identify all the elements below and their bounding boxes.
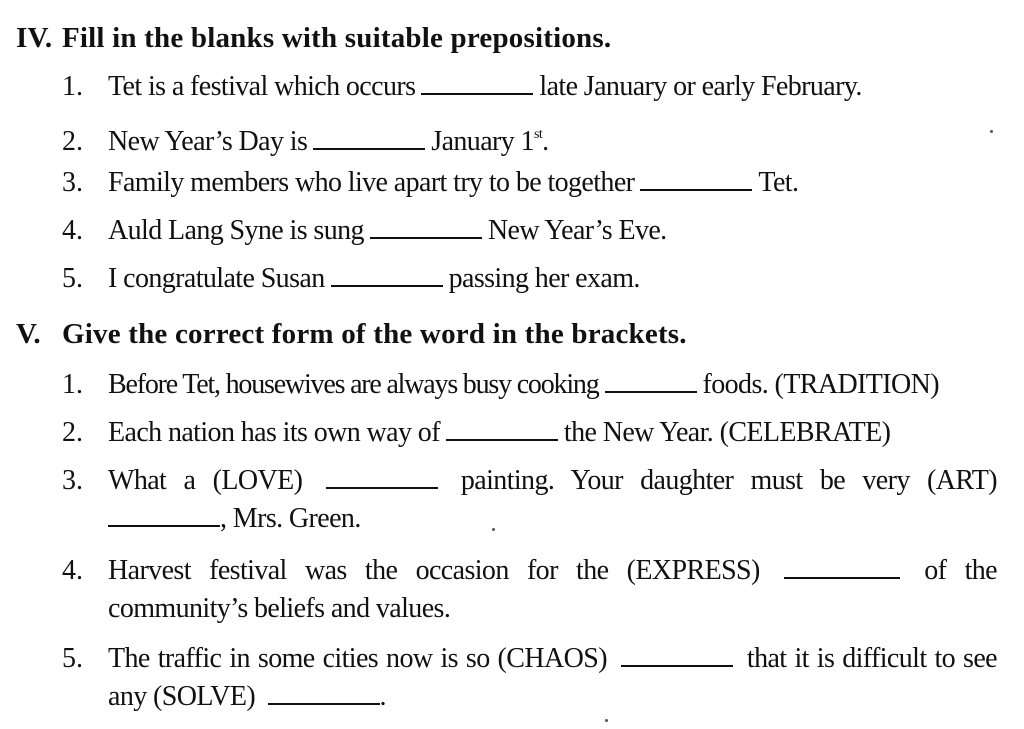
ordinal-suffix: st xyxy=(533,127,543,142)
item-text-after: , Mrs. Green. xyxy=(220,503,361,534)
scan-speck xyxy=(990,130,993,133)
answer-blank[interactable] xyxy=(446,417,558,441)
item-number: 3. xyxy=(62,167,83,198)
item-text-before: Before Tet, housewives are always busy cooking xyxy=(108,369,599,400)
answer-blank[interactable] xyxy=(640,167,752,191)
item-text-before: New Year’s Day is xyxy=(108,126,308,157)
scan-speck xyxy=(605,719,608,722)
item-number: 1. xyxy=(62,369,83,400)
item-text-after: late January or early February. xyxy=(539,71,862,102)
answer-blank[interactable] xyxy=(313,126,425,150)
answer-blank[interactable] xyxy=(331,263,443,287)
item-text-after: the New Year. (CELEBRATE) xyxy=(563,417,891,448)
item-text-before: Each nation has its own way of xyxy=(108,417,440,448)
item-text-before: Family members who live apart try to be together xyxy=(108,167,635,198)
item-text-after: . xyxy=(379,681,386,712)
item-text-after: foods. (TRADITION) xyxy=(702,369,939,400)
exercise-v-item-5 xyxy=(62,640,997,716)
item-text-after: January 1 xyxy=(431,126,534,157)
answer-blank[interactable] xyxy=(621,643,733,667)
item-number: 5. xyxy=(62,263,83,294)
item-number: 4. xyxy=(62,215,83,246)
item-number: 2. xyxy=(62,126,83,157)
section-v-title xyxy=(16,318,687,351)
item-text-middle: painting. Your daughter must be very (ART) xyxy=(460,465,997,496)
item-text-before: I congratulate Susan xyxy=(108,263,325,294)
answer-blank[interactable] xyxy=(370,215,482,239)
item-number: 2. xyxy=(62,417,83,448)
answer-blank[interactable] xyxy=(326,465,438,489)
exercise-iv-item-4 xyxy=(62,212,667,250)
section-iv-instruction: Fill in the blanks with suitable prepositions. xyxy=(62,22,612,54)
exercise-iv-item-1 xyxy=(62,68,862,106)
answer-blank[interactable] xyxy=(421,71,533,95)
scan-speck xyxy=(492,528,495,531)
section-iv-numeral: IV. xyxy=(16,22,53,54)
item-text-middle: that it is difficult to see any (SOLVE) xyxy=(108,643,997,712)
item-text-before: Harvest festival was the occasion for the (EXPRESS) xyxy=(108,555,760,586)
item-text-tail: . xyxy=(542,126,549,157)
answer-blank[interactable] xyxy=(605,369,697,393)
exercise-iv-item-5 xyxy=(62,260,640,298)
item-number: 1. xyxy=(62,71,83,102)
exercise-iv-item-2 xyxy=(62,116,549,161)
item-text-after: of the community’s beliefs and values. xyxy=(108,555,997,624)
item-text-before: Tet is a festival which occurs xyxy=(108,71,416,102)
item-number: 5. xyxy=(62,643,83,674)
item-number: 3. xyxy=(62,465,83,496)
answer-blank[interactable] xyxy=(108,503,220,527)
item-text-before: The traffic in some cities now is so (CHAOS) xyxy=(108,643,607,674)
item-text-before: What a (LOVE) xyxy=(108,465,303,496)
answer-blank[interactable] xyxy=(784,555,900,579)
section-v-numeral: V. xyxy=(16,318,41,350)
item-text-after: Tet. xyxy=(758,167,799,198)
section-v-instruction: Give the correct form of the word in the brackets. xyxy=(62,318,687,350)
exercise-v-item-1 xyxy=(62,366,939,404)
section-iv-title xyxy=(16,22,611,55)
item-text-after: New Year’s Eve. xyxy=(487,215,667,246)
answer-blank[interactable] xyxy=(268,681,380,705)
item-text-after: passing her exam. xyxy=(448,263,640,294)
item-number: 4. xyxy=(62,555,83,586)
exercise-iv-item-3 xyxy=(62,164,798,202)
exercise-v-item-4 xyxy=(62,552,997,628)
item-text-before: Auld Lang Syne is sung xyxy=(108,215,364,246)
exercise-v-item-2 xyxy=(62,414,890,452)
exercise-v-item-3 xyxy=(62,462,997,538)
